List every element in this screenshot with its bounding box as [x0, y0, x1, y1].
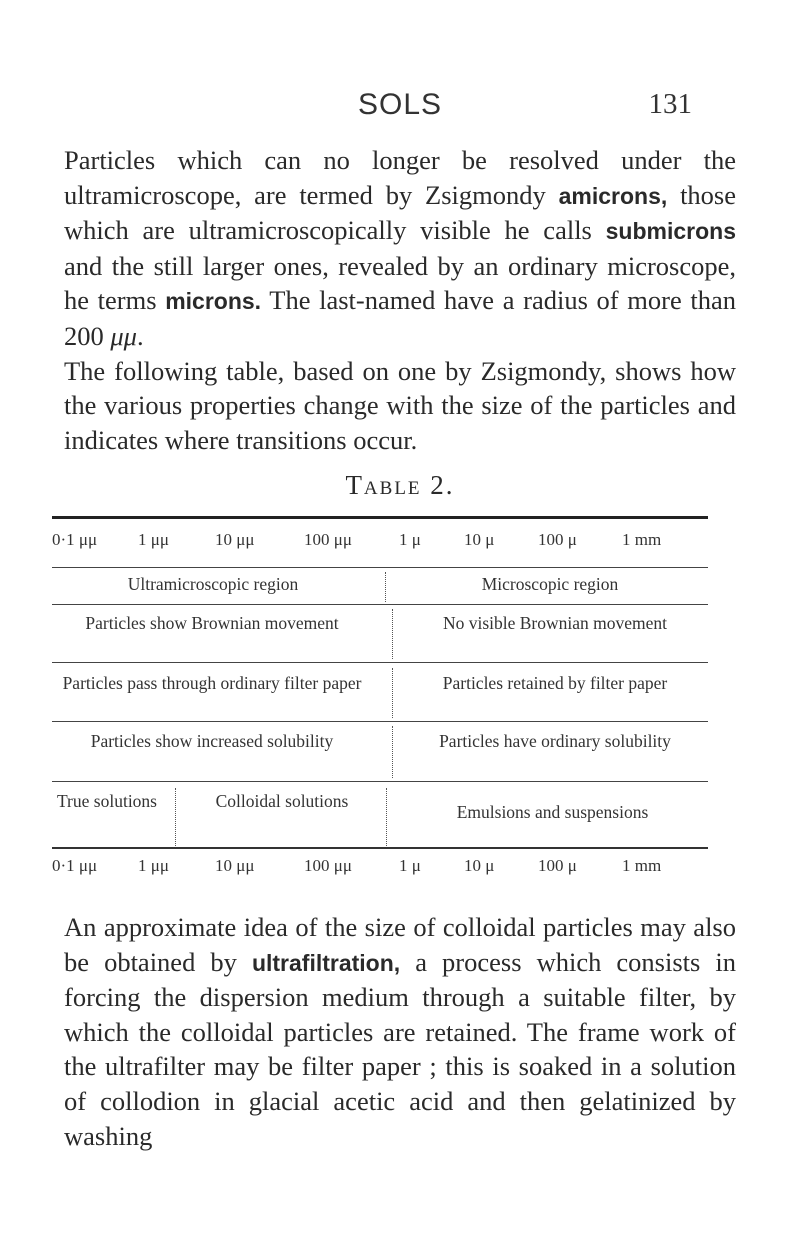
scale-label: 1 μμ: [138, 856, 169, 875]
scale-label: 0·1 μμ: [52, 530, 98, 549]
scale-label: 10 μ: [464, 530, 495, 549]
text-run: those which are ultramicroscopically visible he calls: [64, 179, 737, 246]
text-run: .: [136, 320, 144, 351]
row-divider: [52, 662, 708, 663]
row-divider: [52, 781, 708, 782]
scale-label: 1 μμ: [138, 530, 169, 549]
page-header: [0, 88, 800, 128]
transition-mark: [392, 609, 393, 659]
unit-mu-mu: μμ: [110, 320, 137, 351]
scale-label: 100 μ: [538, 530, 577, 549]
row-divider: [52, 567, 708, 568]
scale-label: 1 mm: [622, 856, 662, 875]
cell-increased-solubility: Particles show increased solubility: [90, 731, 334, 751]
scale-row-bottom: [52, 856, 708, 880]
transition-mark: [392, 726, 393, 778]
term-submicrons: submicrons: [605, 218, 736, 245]
text-run: a process which consists in forcing the dispersion medium through a suitable filter, by which the colloidal particles are retained. The frame work of the ultrafilter may be filter paper ; this is soaked in a solution of collodion in glacial acetic acid and then gelatinized by washing: [64, 946, 736, 1151]
cell-filter-pass: Particles pass through ordinary filter paper: [62, 673, 362, 693]
cell-microscopic: Microscopic region: [481, 574, 619, 594]
page-number: 131: [648, 88, 692, 120]
scale-label: 100 μμ: [304, 530, 352, 549]
transition-mark: [386, 788, 387, 846]
table-top-rule: [52, 516, 708, 519]
cell-emulsions: Emulsions and suspensions: [456, 802, 649, 822]
cell-true-solutions: True solutions: [56, 791, 157, 811]
text-run: The following table, based on one by Zsigmondy, shows how the various properties change with the size of the particles and indicates where transitions occur.: [64, 355, 736, 455]
transition-mark: [175, 788, 176, 846]
term-microns: microns.: [165, 288, 262, 315]
scale-label: 1 μ: [399, 856, 421, 875]
cell-colloidal-solutions: Colloidal solutions: [215, 791, 349, 811]
text-run: The last-named have a radius of more than 200: [64, 285, 736, 351]
row-divider: [52, 721, 708, 722]
row-divider: [52, 604, 708, 605]
term-ultrafiltration: ultrafiltration,: [251, 949, 401, 976]
running-title: SOLS: [357, 88, 443, 121]
transition-mark: [392, 668, 393, 718]
text-run: and the still larger ones, revealed by an ordinary microscope, he terms: [64, 250, 736, 316]
scale-label: 10 μ: [464, 856, 495, 875]
table-bottom-rule: [52, 847, 708, 849]
intro-paragraph: [64, 143, 736, 457]
scale-row-top: [52, 530, 708, 554]
cell-ultramicroscopic: Ultramicroscopic region: [127, 574, 299, 594]
cell-ordinary-solubility: Particles have ordinary solubility: [439, 731, 671, 751]
scale-label: 0·1 μμ: [52, 856, 98, 875]
term-amicrons: amicrons,: [558, 182, 668, 209]
scale-label: 10 μμ: [215, 856, 255, 875]
ultrafiltration-paragraph: [64, 910, 736, 1153]
text-run: An approximate idea of the size of colloidal particles may also be obtained by: [64, 912, 736, 977]
scale-label: 10 μμ: [215, 530, 255, 549]
cell-no-brownian: No visible Brownian movement: [442, 613, 668, 633]
scale-label: 1 μ: [399, 530, 421, 549]
transition-mark: [385, 572, 386, 602]
scale-label: 1 mm: [622, 530, 662, 549]
cell-brownian: Particles show Brownian movement: [85, 613, 339, 633]
scale-label: 100 μ: [538, 856, 577, 875]
scale-label: 100 μμ: [304, 856, 352, 875]
text-run: Particles which can no longer be resolved under the ultramicroscope, are termed by Zsigmondy: [64, 145, 736, 210]
cell-filter-retained: Particles retained by filter paper: [442, 673, 668, 693]
table-title: Table 2.: [345, 470, 455, 500]
